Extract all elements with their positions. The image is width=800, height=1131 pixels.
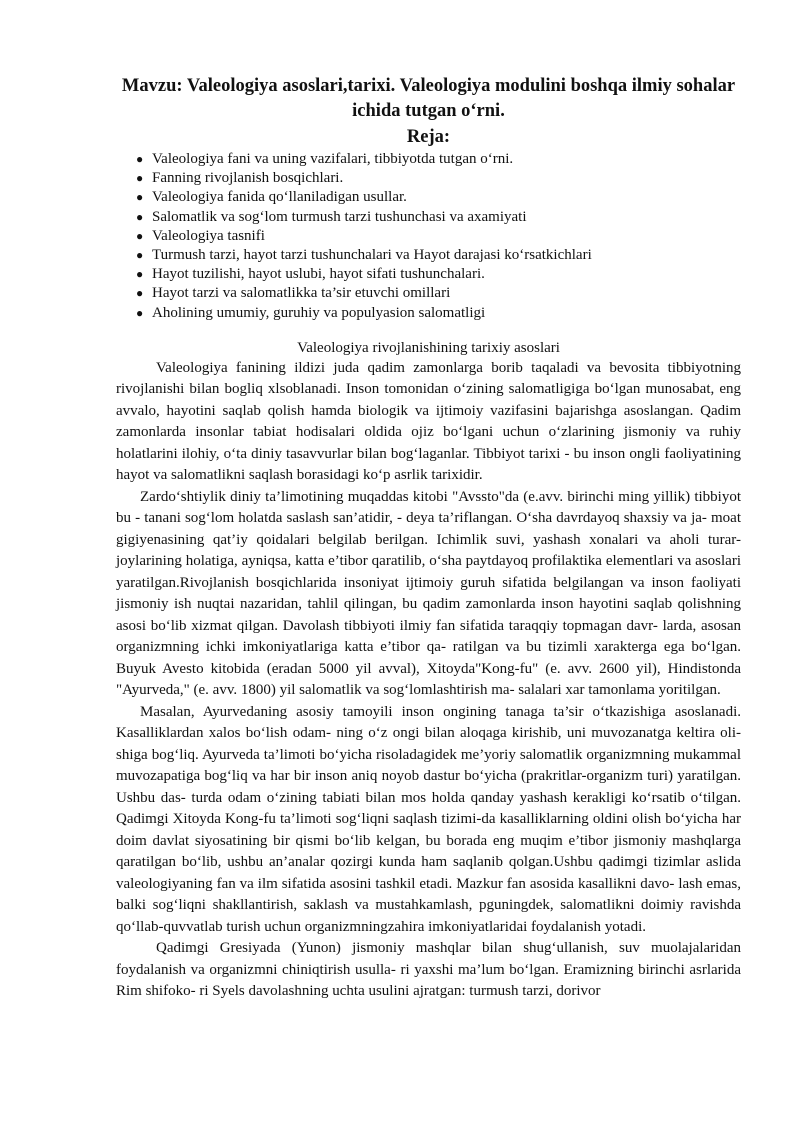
plan-heading: Reja:: [406, 127, 451, 147]
bullet-icon: ●: [136, 228, 144, 243]
plan-item-text: Salomatlik va sog‘lom turmush tarzi tushunchasi va axamiyati: [152, 208, 527, 225]
document-title: Mavzu: Valeologiya asoslari,tarixi. Valeologiya modulini boshqa ilmiy sohalar ichida tutgan o‘rni.: [121, 76, 736, 121]
plan-item-text: Aholining umumiy, guruhiy va populyasion salomatligi: [152, 304, 486, 321]
body-paragraph: Zardo‘shtiylik diniy ta’limotining muqaddas kitobi "Avssto"da (e.avv. birinchi ming yillik) tibbiyot bu - tanani sog‘lom holatda saslash san’atidir, - deya ta’riflangan. O‘sha davrdayoq shaxsiy va ja- moat gigiyenasining qat’iy qoidalari belgilab berilgan. Ichimlik suvi, yashash xonalari va aholi turar-joylarining holatiga, ayniqsa, katta e’tibor qaratilib, o‘sha paytdayoq profilaktika elementlari va asoslari yaratilgan.Rivojlanish bosqichlarida insoniyat ijtimoiy guruh sifatida belgilangan va inson faoliyati jismoniy ish nuqtai nazaridan, tahlil qilingan, bu qadim zamonlarda inson hayotini saqlab qolishning asosi bo‘lib xizmat qilgan. Davolash tibbiyoti ilmiy fan sifatida taraqqiy topmagan davr- larda, asosan organizmning ichki imkoniyatlariga katta e’tibor qa- ratilgan va bu tizimli xarakterga ega bo‘lgan. Buyuk Avesto kitobida (eradan 5000 yil avval), Xitoyda"Kong-fu" (e. avv. 2600 yil), Hindistonda "Ayurveda," (e. avv. 1800) yil salomatlik va sog‘lomlashtirish ma- salalari xar tamonlama yoritilgan.: [116, 488, 741, 699]
plan-item-text: Valeologiya fani va uning vazifalari, tibbiyotda tutgan o‘rni.: [152, 151, 514, 167]
plan-item-text: Valeologiya tasnifi: [152, 227, 265, 244]
plan-item: [136, 284, 741, 303]
plan-item-text: Valeologiya fanida qo‘llaniladigan usullar.: [152, 189, 407, 206]
plan-item: [136, 304, 741, 323]
plan-item: [136, 188, 741, 207]
plan-item-text: Turmush tarzi, hayot tarzi tushunchalari va Hayot darajasi ko‘rsatkichlari: [152, 247, 592, 264]
plan-list: [116, 150, 741, 323]
bullet-icon: ●: [136, 171, 144, 186]
plan-item: [136, 208, 741, 227]
plan-item: [136, 265, 741, 284]
plan-item: [136, 246, 741, 265]
bullet-icon: ●: [136, 190, 144, 205]
bullet-icon: ●: [136, 152, 144, 166]
plan-item: [136, 150, 741, 169]
bullet-icon: ●: [136, 248, 144, 263]
bullet-icon: ●: [136, 267, 144, 282]
plan-item-text: Fanning rivojlanish bosqichlari.: [152, 170, 344, 187]
section-title: Valeologiya rivojlanishining tarixiy asoslari: [297, 339, 560, 356]
plan-item-text: Hayot tarzi va salomatlikka ta’sir etuvchi omillari: [152, 285, 451, 302]
plan-item: [136, 169, 741, 188]
plan-item: [136, 227, 741, 246]
bullet-icon: ●: [136, 286, 144, 301]
bullet-icon: ●: [136, 305, 144, 320]
document-page: [116, 74, 741, 1003]
body-paragraph: Qadimgi Gresiyada (Yunon) jismoniy mashqlar bilan shug‘ullanish, suv muolajalaridan foydalanish va organizmni chiniqtirish usulla- ri yaxshi ma’lum bo‘lgan. Eramizning birinchi asrlarida Rim shifoko- ri Syels davolashning uchta usulini ajratgan: turmush tarzi, dorivor: [116, 940, 741, 1000]
bullet-icon: ●: [136, 209, 144, 224]
body-paragraph: Masalan, Ayurvedaning asosiy tamoyili inson ongining tanaga ta’sir o‘tkazishiga asoslanadi. Kasalliklardan xalos bo‘lish odam- ning o‘z ongi bilan aloqaga kirishib, uni muvozanatga keltira oli- shiga bog‘liq. Ayurveda ta’limoti bo‘yicha risoladagidek me’yoriy salomatlik organizmning mukammal muvozapatiga bog‘liq va har bir inson aniq noyob dastur bo‘yicha (prakritlar-organizm turi) yaratilgan. Ushbu das- turda odam o‘zining tabiati bilan mos holda qanday yashash kerakligi ko‘rsatib o‘tilgan. Qadimgi Xitoyda Kong-fu ta’limoti sog‘liqni saqlash tizimi-da kasalliklarning oldini olish bo‘yicha har doim davlat siyosatining bir qismi bo‘lib kelgan, bu borada eng muqim e’tibor jismoniy mashqlarga qaratilgan bo‘lib, ushbu an’analar qozirgi kunda ham saqlanib qolgan.Ushbu qadimgi tizimlar aslida valeologiyaning fan va ilm sifatida asosini tashkil etadi. Mazkur fan asosida kasallikni davo- lash emas, balki sog‘liqni shakllantirish, saklash va mustahkamlash, pguningdek, salomatlikni doimiy ravishda qo‘llab-quvvatlab turish uchun organizmningzahira imkoniyatlaridai foydalanish yotadi.: [116, 703, 741, 935]
plan-item-text: Hayot tuzilishi, hayot uslubi, hayot sifati tushunchalari.: [152, 266, 485, 283]
body-paragraph: Valeologiya fanining ildizi juda qadim zamonlarga borib taqaladi va bevosita tibbiyotning rivojlanishi bilan bogliq xlsoblanadi. Inson tomonidan o‘zining salomatligiga bo‘lgan munosabat, eng avvalo, hayotini saqlab qolish hamda biologik va ijtimoiy vazifasini bajarishga asoslangan. Qadim zamonlarda insonlar tabiat hodisalari oldida ojiz bo‘lgani uchun o‘zlarining jismoniy va ruhiy holatlarini ilohiy, o‘ta diniy tasavvurlar bilan bog‘laganlar. Tibbiyot tarixi - bu inson ongli faoliyatining hayot va salomatlikni saqlash borasidagi ko‘p asrlik tarixidir.: [116, 359, 741, 484]
